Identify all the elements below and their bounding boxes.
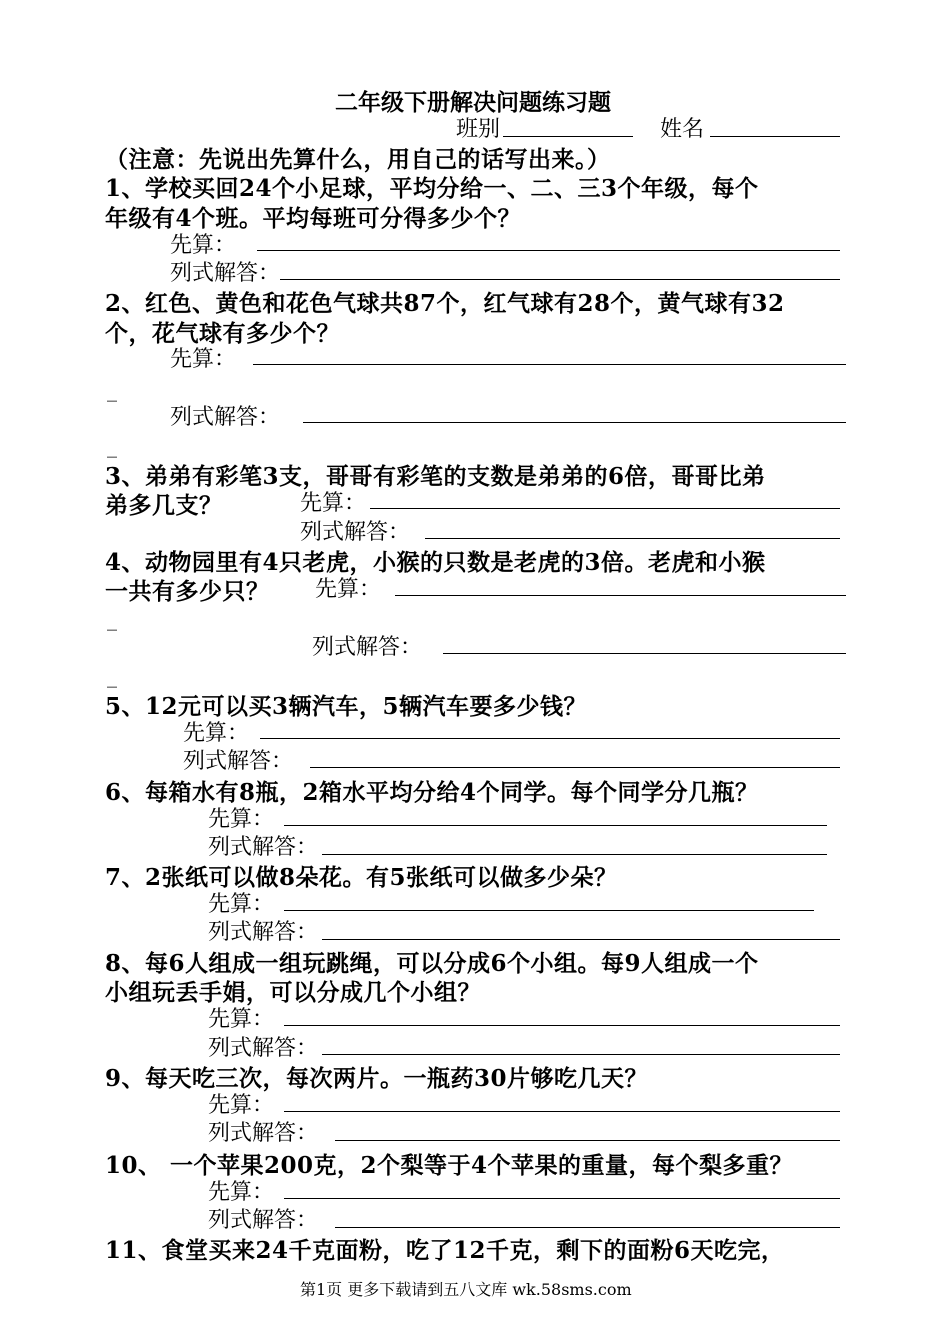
question-7-solve-label: 列式解答： [208,920,319,945]
overflow-mark: _ [107,607,117,631]
question-2-line-1: 2、红色、黄色和花色气球共87个，红气球有28个，黄气球有32 [105,290,785,317]
question-4-first-blank[interactable] [395,595,846,596]
question-2-line-2: 个，花气球有多少个？ [105,320,340,347]
question-7-first-blank[interactable] [284,910,814,911]
question-5-solve-label: 列式解答： [183,749,294,774]
page-title: 二年级下册解决问题练习题 [335,89,611,116]
question-9-solve-label: 列式解答： [208,1121,319,1146]
question-1-first-blank[interactable] [257,250,840,251]
page-footer: 第1页 更多下载请到五八文库 wk.58sms.com [300,1280,632,1299]
question-9-first-label: 先算： [208,1093,275,1118]
question-1-solve-blank[interactable] [280,279,840,280]
question-8-line-2: 小组玩丢手娟，可以分成几个小组？ [105,979,481,1006]
question-4-solve-blank[interactable] [443,653,846,654]
overflow-mark: _ [107,434,117,458]
question-7-line-1: 7、2张纸可以做8朵花。有5张纸可以做多少朵？ [105,864,618,891]
question-2-solve-label: 列式解答： [170,405,281,430]
question-5-solve-blank[interactable] [310,767,840,768]
question-3-solve-label: 列式解答： [300,520,411,545]
question-10-solve-blank[interactable] [335,1227,840,1228]
question-6-first-blank[interactable] [284,825,827,826]
question-3-first-blank[interactable] [370,508,840,509]
question-8-solve-label: 列式解答： [208,1036,319,1061]
question-10-solve-label: 列式解答： [208,1208,319,1233]
question-4-line-2: 一共有多少只？ [105,578,270,605]
question-3-line-1: 3、弟弟有彩笔3支，哥哥有彩笔的支数是弟弟的6倍，哥哥比弟 [105,463,766,490]
question-8-first-blank[interactable] [284,1025,840,1026]
question-6-line-1: 6、每箱水有8瓶，2箱水平均分给4个同学。每个同学分几瓶？ [105,779,759,806]
question-5-first-label: 先算： [183,721,250,746]
class-blank[interactable] [503,136,633,137]
question-9-solve-blank[interactable] [335,1140,840,1141]
question-3-solve-blank[interactable] [425,538,840,539]
question-4-solve-label: 列式解答： [312,635,423,660]
question-6-solve-label: 列式解答： [208,835,319,860]
name-label: 姓名 [660,117,705,142]
question-8-solve-blank[interactable] [322,1054,840,1055]
overflow-mark: _ [107,378,117,402]
question-1-first-label: 先算： [170,233,237,258]
question-7-solve-blank[interactable] [322,939,840,940]
question-4-first-label: 先算： [315,577,382,602]
question-2-first-label: 先算： [170,347,237,372]
name-blank[interactable] [710,136,840,137]
overflow-mark: _ [107,664,117,688]
question-3-line-2: 弟多几支？ [105,492,223,519]
question-9-first-blank[interactable] [284,1111,840,1112]
question-2-first-blank[interactable] [253,364,846,365]
class-label: 班别 [456,117,501,142]
note: （注意：先说出先算什么，用自己的话写出来。） [105,146,611,173]
question-9-line-1: 9、每天吃三次，每次两片。一瓶药30片够吃几天？ [105,1065,649,1092]
question-7-first-label: 先算： [208,892,275,917]
question-6-solve-blank[interactable] [322,854,827,855]
question-8-line-1: 8、每6人组成一组玩跳绳，可以分成6个小组。每9人组成一个 [105,950,759,977]
question-10-first-label: 先算： [208,1180,275,1205]
question-8-first-label: 先算： [208,1007,275,1032]
question-10-line-1: 10、 一个苹果200克，2个梨等于4个苹果的重量，每个梨多重？ [105,1152,794,1179]
question-5-first-blank[interactable] [260,738,840,739]
question-11-line-1: 11、食堂买来24千克面粉，吃了12千克，剩下的面粉6天吃完， [105,1237,785,1264]
question-6-first-label: 先算： [208,807,275,832]
question-10-first-blank[interactable] [284,1198,840,1199]
question-1-solve-label: 列式解答： [170,261,281,286]
question-1-line-2: 年级有4个班。平均每班可分得多少个？ [105,205,522,232]
question-3-first-label: 先算： [300,491,367,516]
question-2-solve-blank[interactable] [303,422,846,423]
question-1-line-1: 1、学校买回24个小足球，平均分给一、二、三3个年级，每个 [105,175,759,202]
question-5-line-1: 5、12元可以买3辆汽车，5辆汽车要多少钱？ [105,693,588,720]
question-4-line-1: 4、动物园里有4只老虎，小猴的只数是老虎的3倍。老虎和小猴 [105,549,766,576]
